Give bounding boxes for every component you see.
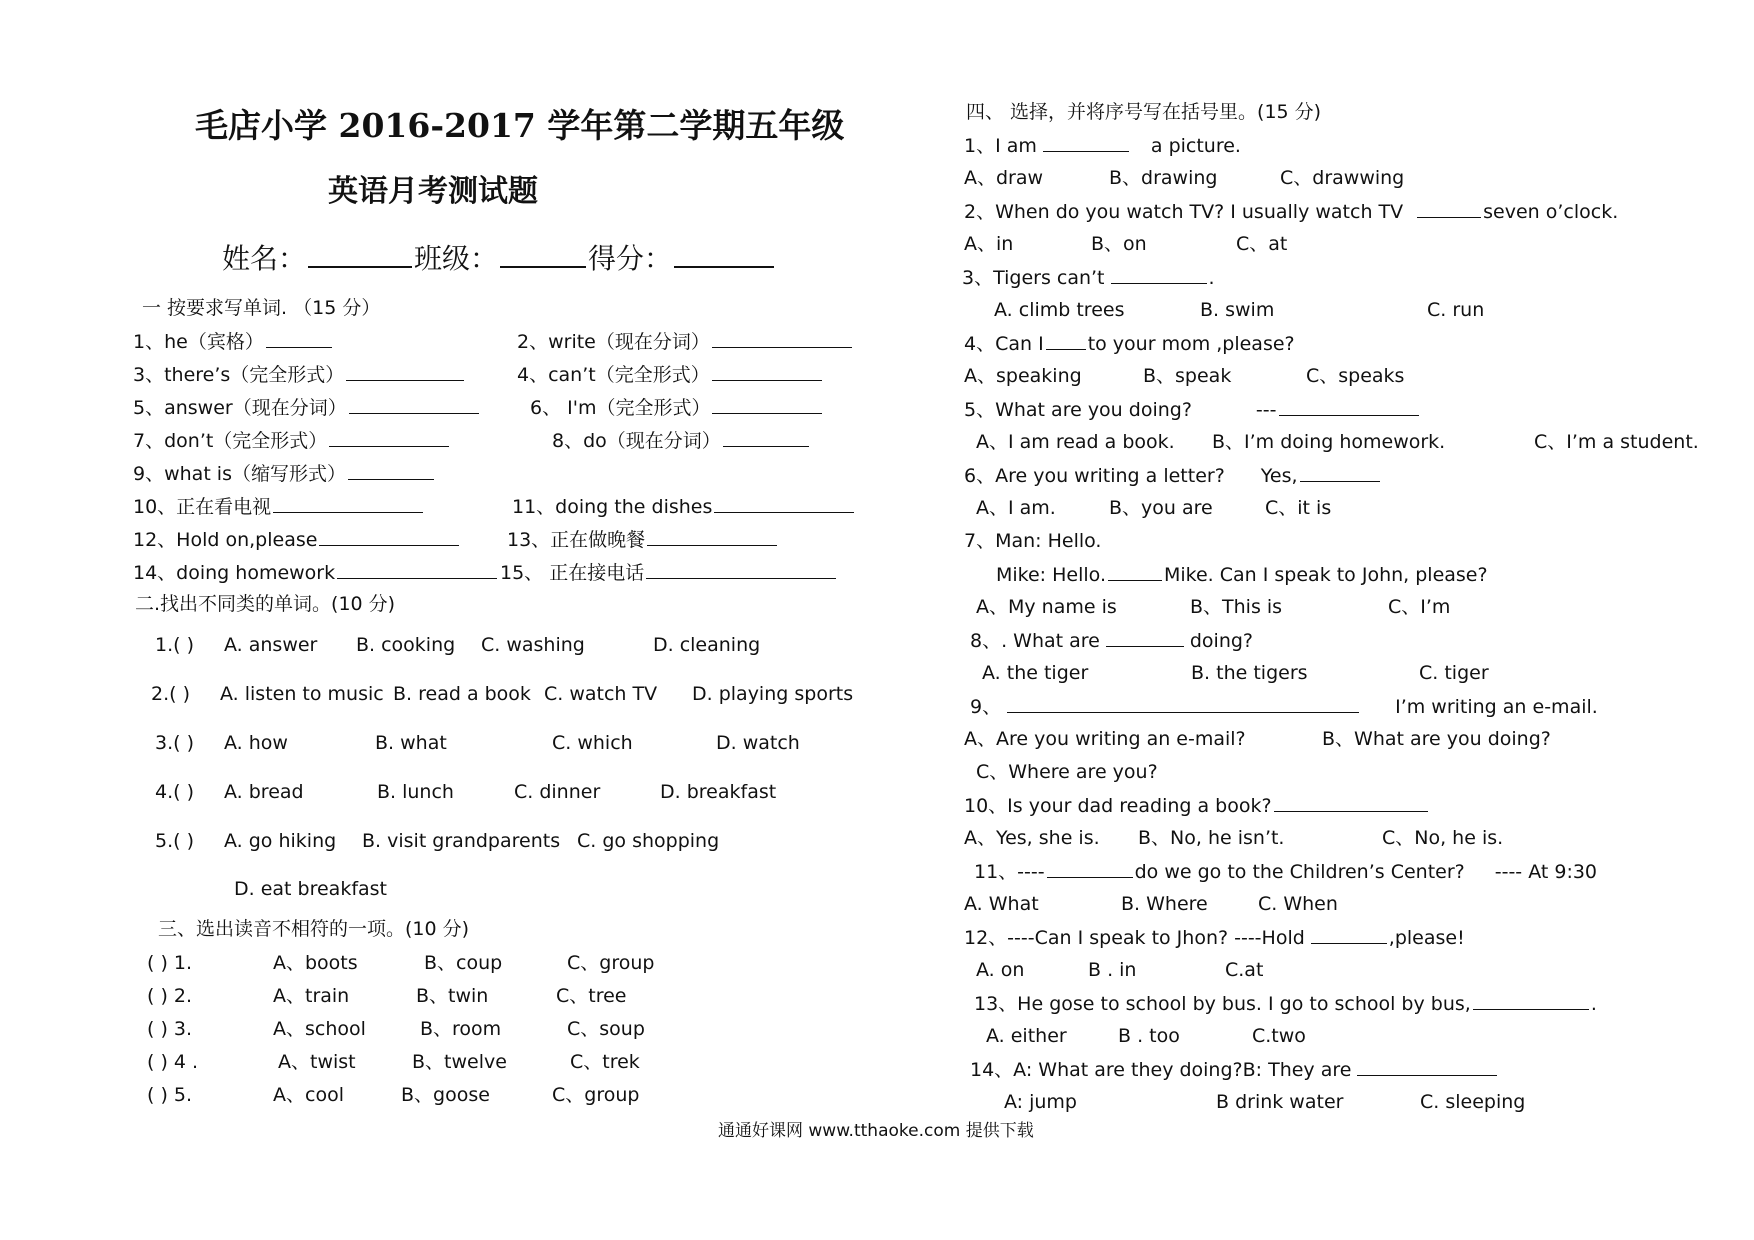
s1-item-1: 1、he（宾格） bbox=[133, 329, 334, 354]
s3-4-a: A、twist bbox=[278, 1051, 356, 1073]
s4-q5-opt-c: C、I’m a student. bbox=[1534, 431, 1699, 453]
s1-item-4: 4、can’t（完全形式） bbox=[517, 362, 824, 387]
s4-q11-opt-b: B. Where bbox=[1121, 893, 1208, 915]
s4-q6-opt-a: A、I am. bbox=[976, 497, 1056, 519]
s4-q14-opt-b: B drink water bbox=[1216, 1091, 1344, 1113]
s2-5-a: A. go hiking bbox=[224, 830, 337, 852]
s1-item-5: 5、answer（现在分词） bbox=[133, 395, 481, 420]
s3-3-b: B、room bbox=[420, 1018, 502, 1040]
exam-title: 毛店小学 2016-2017 学年第二学期五年级 bbox=[195, 106, 845, 145]
s4-q4-opt-a: A、speaking bbox=[964, 365, 1082, 387]
s4-q4-opt-c: C、speaks bbox=[1306, 365, 1405, 387]
s3-4-c: C、trek bbox=[570, 1051, 640, 1073]
class-label: 班级： bbox=[414, 242, 499, 275]
s4-q13-opt-b: B . too bbox=[1118, 1025, 1180, 1047]
footer-credit: 通通好课网 www.tthaoke.com 提供下载 bbox=[718, 1121, 1034, 1141]
s4-q1-opt-b: B、drawing bbox=[1109, 167, 1218, 189]
s2-3-b: B. what bbox=[375, 732, 447, 754]
s1-item-2: 2、write（现在分词） bbox=[517, 329, 854, 354]
section2-heading: 二.找出不同类的单词。(10 分) bbox=[135, 593, 396, 615]
s2-1-c: C. washing bbox=[481, 634, 585, 656]
s3-5-c: C、group bbox=[552, 1084, 640, 1106]
s3-1-a: A、boots bbox=[273, 952, 358, 974]
s4-q12-opt-c: C.at bbox=[1225, 959, 1264, 981]
s2-4-c: C. dinner bbox=[514, 781, 601, 803]
s2-2-c: C. watch TV bbox=[544, 683, 658, 705]
s4-q9: 9、 I’m writing an e-mail. bbox=[970, 696, 1598, 718]
s3-2-c: C、tree bbox=[556, 985, 627, 1007]
s4-q1: 1、I am a picture. bbox=[964, 135, 1241, 157]
s3-2-b: B、twin bbox=[416, 985, 489, 1007]
s3-5-b: B、goose bbox=[401, 1084, 490, 1106]
section4-heading: 四、 选择，并将序号写在括号里。(15 分) bbox=[966, 101, 1322, 123]
s4-q5-opt-b: B、I’m doing homework. bbox=[1212, 431, 1446, 453]
s1-item-15: 15、 正在接电话 bbox=[500, 560, 838, 585]
s3-2-a: A、train bbox=[273, 985, 350, 1007]
class-blank[interactable] bbox=[500, 240, 586, 268]
s2-1-d: D. cleaning bbox=[653, 634, 761, 656]
s3-num-4[interactable]: ( ) 4 . bbox=[147, 1051, 199, 1073]
s3-4-b: B、twelve bbox=[412, 1051, 507, 1073]
s4-q11: 11、---- do we go to the Children’s Center? ---- At 9:30 bbox=[974, 861, 1598, 883]
s2-num-1[interactable]: 1.( ) bbox=[155, 634, 194, 656]
s2-num-5[interactable]: 5.( ) bbox=[155, 830, 194, 852]
s2-num-2[interactable]: 2.( ) bbox=[151, 683, 190, 705]
s1-item-8: 8、do（现在分词） bbox=[552, 428, 811, 453]
s4-q2-opt-b: B、on bbox=[1091, 233, 1147, 255]
s4-q13-opt-c: C.two bbox=[1252, 1025, 1306, 1047]
s2-2-a: A. listen to music bbox=[220, 683, 384, 705]
s3-1-b: B、coup bbox=[424, 952, 503, 974]
s4-q2: 2、When do you watch TV? I usually watch TV seven o’clock. bbox=[964, 201, 1619, 223]
s2-2-b: B. read a book bbox=[393, 683, 531, 705]
s4-q3-opt-c: C. run bbox=[1427, 299, 1485, 321]
s4-q6-opt-b: B、you are bbox=[1109, 497, 1213, 519]
s4-q5-opt-a: A、I am read a book. bbox=[976, 431, 1175, 453]
s3-num-5[interactable]: ( ) 5. bbox=[147, 1084, 193, 1106]
s4-q7-opt-c: C、I’m bbox=[1388, 596, 1451, 618]
s4-q13-opt-a: A. either bbox=[986, 1025, 1067, 1047]
s4-q7-opt-b: B、This is bbox=[1190, 596, 1283, 618]
s2-5-b: B. visit grandparents bbox=[362, 830, 561, 852]
s2-3-c: C. which bbox=[552, 732, 633, 754]
s4-q14-opt-a: A: jump bbox=[1004, 1091, 1077, 1113]
s4-q12: 12、----Can I speak to Jhon? ----Hold ,please! bbox=[964, 927, 1465, 949]
student-info-row bbox=[222, 240, 776, 277]
s4-q9-opt-c: C、Where are you? bbox=[976, 761, 1158, 783]
s4-q12-opt-a: A. on bbox=[976, 959, 1025, 981]
s3-3-a: A、school bbox=[273, 1018, 366, 1040]
s4-q6-opt-c: C、it is bbox=[1265, 497, 1332, 519]
s1-item-12: 12、Hold on,please bbox=[133, 527, 461, 552]
s4-q2-opt-c: C、at bbox=[1236, 233, 1288, 255]
s3-3-c: C、soup bbox=[567, 1018, 645, 1040]
s4-q10-opt-c: C、No, he is. bbox=[1382, 827, 1504, 849]
s2-3-a: A. how bbox=[224, 732, 288, 754]
s2-5-d: D. eat breakfast bbox=[234, 878, 388, 900]
s4-q7-mike: Mike: Hello. Mike. Can I speak to John, please? bbox=[996, 564, 1488, 586]
s4-q8-opt-a: A. the tiger bbox=[982, 662, 1089, 684]
section3-heading: 三、选出读音不相符的一项。(10 分) bbox=[158, 918, 470, 940]
s1-item-13: 13、正在做晚餐 bbox=[507, 527, 779, 552]
s4-q3-opt-b: B. swim bbox=[1200, 299, 1275, 321]
s4-q6: 6、Are you writing a letter? Yes, bbox=[964, 463, 1382, 488]
s3-num-2[interactable]: ( ) 2. bbox=[147, 985, 193, 1007]
s2-4-a: A. bread bbox=[224, 781, 304, 803]
s4-q8-opt-c: C. tiger bbox=[1419, 662, 1489, 684]
s4-q8-opt-b: B. the tigers bbox=[1191, 662, 1308, 684]
s4-q14: 14、A: What are they doing?B: They are bbox=[970, 1057, 1499, 1082]
s4-q3-opt-a: A. climb trees bbox=[994, 299, 1125, 321]
name-blank[interactable] bbox=[308, 240, 412, 268]
s4-q11-opt-a: A. What bbox=[964, 893, 1039, 915]
s2-1-b: B. cooking bbox=[356, 634, 456, 656]
s2-5-c: C. go shopping bbox=[577, 830, 720, 852]
s1-item-6: 6、 I'm（完全形式） bbox=[530, 395, 824, 420]
score-blank[interactable] bbox=[674, 240, 774, 268]
s4-q8: 8、. What are doing? bbox=[970, 630, 1254, 652]
s2-2-d: D. playing sports bbox=[692, 683, 854, 705]
s2-3-d: D. watch bbox=[716, 732, 800, 754]
s4-q9-opt-a: A、Are you writing an e-mail? bbox=[964, 728, 1246, 750]
s4-q7-opt-a: A、My name is bbox=[976, 596, 1117, 618]
s4-q4-opt-b: B、speak bbox=[1143, 365, 1232, 387]
s1-item-10: 10、正在看电视 bbox=[133, 494, 425, 519]
s4-q2-opt-a: A、in bbox=[964, 233, 1014, 255]
s4-q12-opt-b: B . in bbox=[1088, 959, 1137, 981]
s4-q10-opt-a: A、Yes, she is. bbox=[964, 827, 1100, 849]
s4-q10-opt-b: B、No, he isn’t. bbox=[1138, 827, 1285, 849]
s3-num-1[interactable]: ( ) 1. bbox=[147, 952, 193, 974]
s2-1-a: A. answer bbox=[224, 634, 318, 656]
name-label: 姓名： bbox=[222, 242, 307, 275]
s1-item-14: 14、doing homework bbox=[133, 560, 499, 585]
score-label: 得分： bbox=[588, 242, 673, 275]
s4-q7-man: 7、Man: Hello. bbox=[964, 530, 1102, 552]
s1-item-3: 3、there’s（完全形式） bbox=[133, 362, 466, 387]
exam-subtitle: 英语月考测试题 bbox=[328, 174, 538, 209]
s2-4-d: D. breakfast bbox=[660, 781, 777, 803]
s1-item-9: 9、what is（缩写形式） bbox=[133, 461, 436, 486]
section1-heading: 一 按要求写单词. （15 分） bbox=[142, 297, 381, 319]
s2-4-b: B. lunch bbox=[377, 781, 454, 803]
s4-q11-opt-c: C. When bbox=[1258, 893, 1338, 915]
s4-q13: 13、He gose to school by bus. I go to school by bus, . bbox=[974, 993, 1597, 1015]
s3-5-a: A、cool bbox=[273, 1084, 344, 1106]
s4-q1-opt-a: A、draw bbox=[964, 167, 1044, 189]
s4-q1-opt-c: C、drawwing bbox=[1280, 167, 1405, 189]
s3-1-c: C、group bbox=[567, 952, 655, 974]
s4-q14-opt-c: C. sleeping bbox=[1420, 1091, 1526, 1113]
s4-q4: 4、Can I to your mom ,please? bbox=[964, 333, 1295, 355]
s4-q3: 3、Tigers can’t . bbox=[962, 267, 1215, 289]
s4-q5: 5、What are you doing? --- bbox=[964, 397, 1421, 422]
s1-item-11: 11、doing the dishes bbox=[512, 494, 856, 519]
s2-num-4[interactable]: 4.( ) bbox=[155, 781, 194, 803]
s1-item-7: 7、don’t（完全形式） bbox=[133, 428, 451, 453]
s2-num-3[interactable]: 3.( ) bbox=[155, 732, 194, 754]
s3-num-3[interactable]: ( ) 3. bbox=[147, 1018, 193, 1040]
s4-q9-opt-b: B、What are you doing? bbox=[1322, 728, 1551, 750]
s4-q10: 10、Is your dad reading a book? bbox=[964, 793, 1430, 818]
